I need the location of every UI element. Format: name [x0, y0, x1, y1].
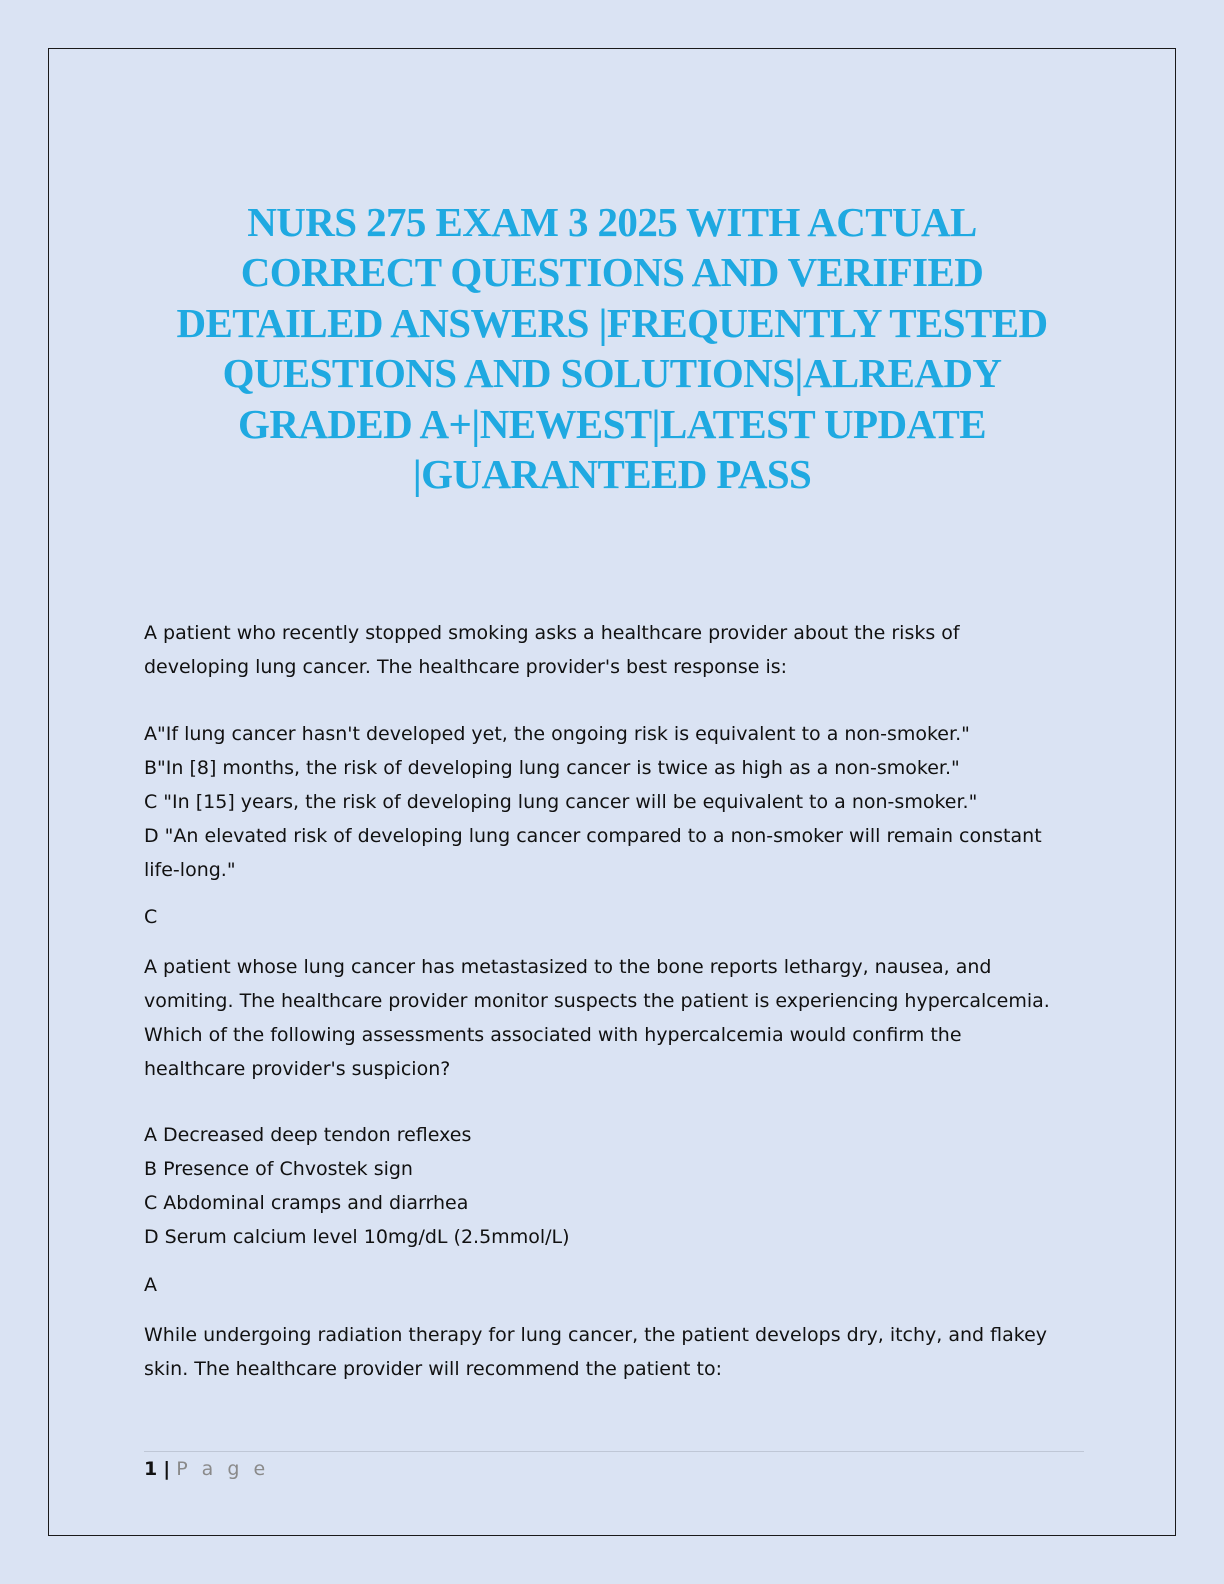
question-2-answer: A	[144, 1274, 157, 1296]
question-1-stem	[144, 616, 1084, 684]
stem-line: Which of the following assessments associated with hypercalcemia would confirm the	[144, 1024, 962, 1046]
footer-divider	[144, 1451, 1084, 1452]
stem-line: skin. The healthcare provider will recommend the patient to:	[144, 1358, 723, 1380]
footer-separator: |	[163, 1458, 171, 1480]
title-line: GRADED A+|NEWEST|LATEST UPDATE	[238, 400, 986, 447]
stem-line: healthcare provider's suspicion?	[144, 1058, 451, 1080]
title-line: DETAILED ANSWERS |FREQUENTLY TESTED	[176, 299, 1048, 346]
page-footer	[144, 1452, 269, 1486]
option-d: D "An elevated risk of developing lung cancer compared to a non-smoker will remain constant	[144, 825, 1042, 847]
page-number: 1	[144, 1458, 158, 1480]
title-line: |GUARANTEED PASS	[412, 451, 812, 498]
title-line: QUESTIONS AND SOLUTIONS|ALREADY	[222, 350, 1002, 397]
option-a: A"If lung cancer hasn't developed yet, the ongoing risk is equivalent to a non-smoker."	[144, 723, 970, 745]
option-c: C Abdominal cramps and diarrhea	[144, 1192, 469, 1214]
stem-line: A patient whose lung cancer has metastasized to the bone reports lethargy, nausea, and	[144, 956, 992, 978]
stem-line: A patient who recently stopped smoking asks a healthcare provider about the risks of	[144, 622, 960, 644]
option-b: B Presence of Chvostek sign	[144, 1158, 413, 1180]
question-2-options	[144, 1118, 1084, 1254]
stem-line: vomiting. The healthcare provider monitor suspects the patient is experiencing hypercalcemia.	[144, 990, 1050, 1012]
option-c-correct: C "In [15] years, the risk of developing lung cancer will be equivalent to a non-smoker."	[144, 791, 978, 813]
stem-line: While undergoing radiation therapy for lung cancer, the patient develops dry, itchy, and flakey	[144, 1324, 1048, 1346]
option-d: D Serum calcium level 10mg/dL (2.5mmol/L)	[144, 1226, 570, 1248]
question-1-answer: C	[144, 906, 158, 928]
option-b: B"In [8] months, the risk of developing lung cancer is twice as high as a non-smoker."	[144, 757, 960, 779]
title-line: NURS 275 EXAM 3 2025 WITH ACTUAL	[247, 199, 977, 245]
title-line: CORRECT QUESTIONS AND VERIFIED	[240, 249, 984, 296]
page-label: P a g e	[176, 1458, 270, 1480]
document-title	[120, 197, 1104, 499]
question-1-options	[144, 717, 1084, 887]
question-3-stem	[144, 1318, 1084, 1386]
question-2-stem	[144, 950, 1084, 1086]
stem-line: developing lung cancer. The healthcare provider's best response is:	[144, 656, 788, 678]
option-d-continued: life-long."	[144, 859, 236, 881]
option-a-correct: A Decreased deep tendon reflexes	[144, 1124, 472, 1146]
